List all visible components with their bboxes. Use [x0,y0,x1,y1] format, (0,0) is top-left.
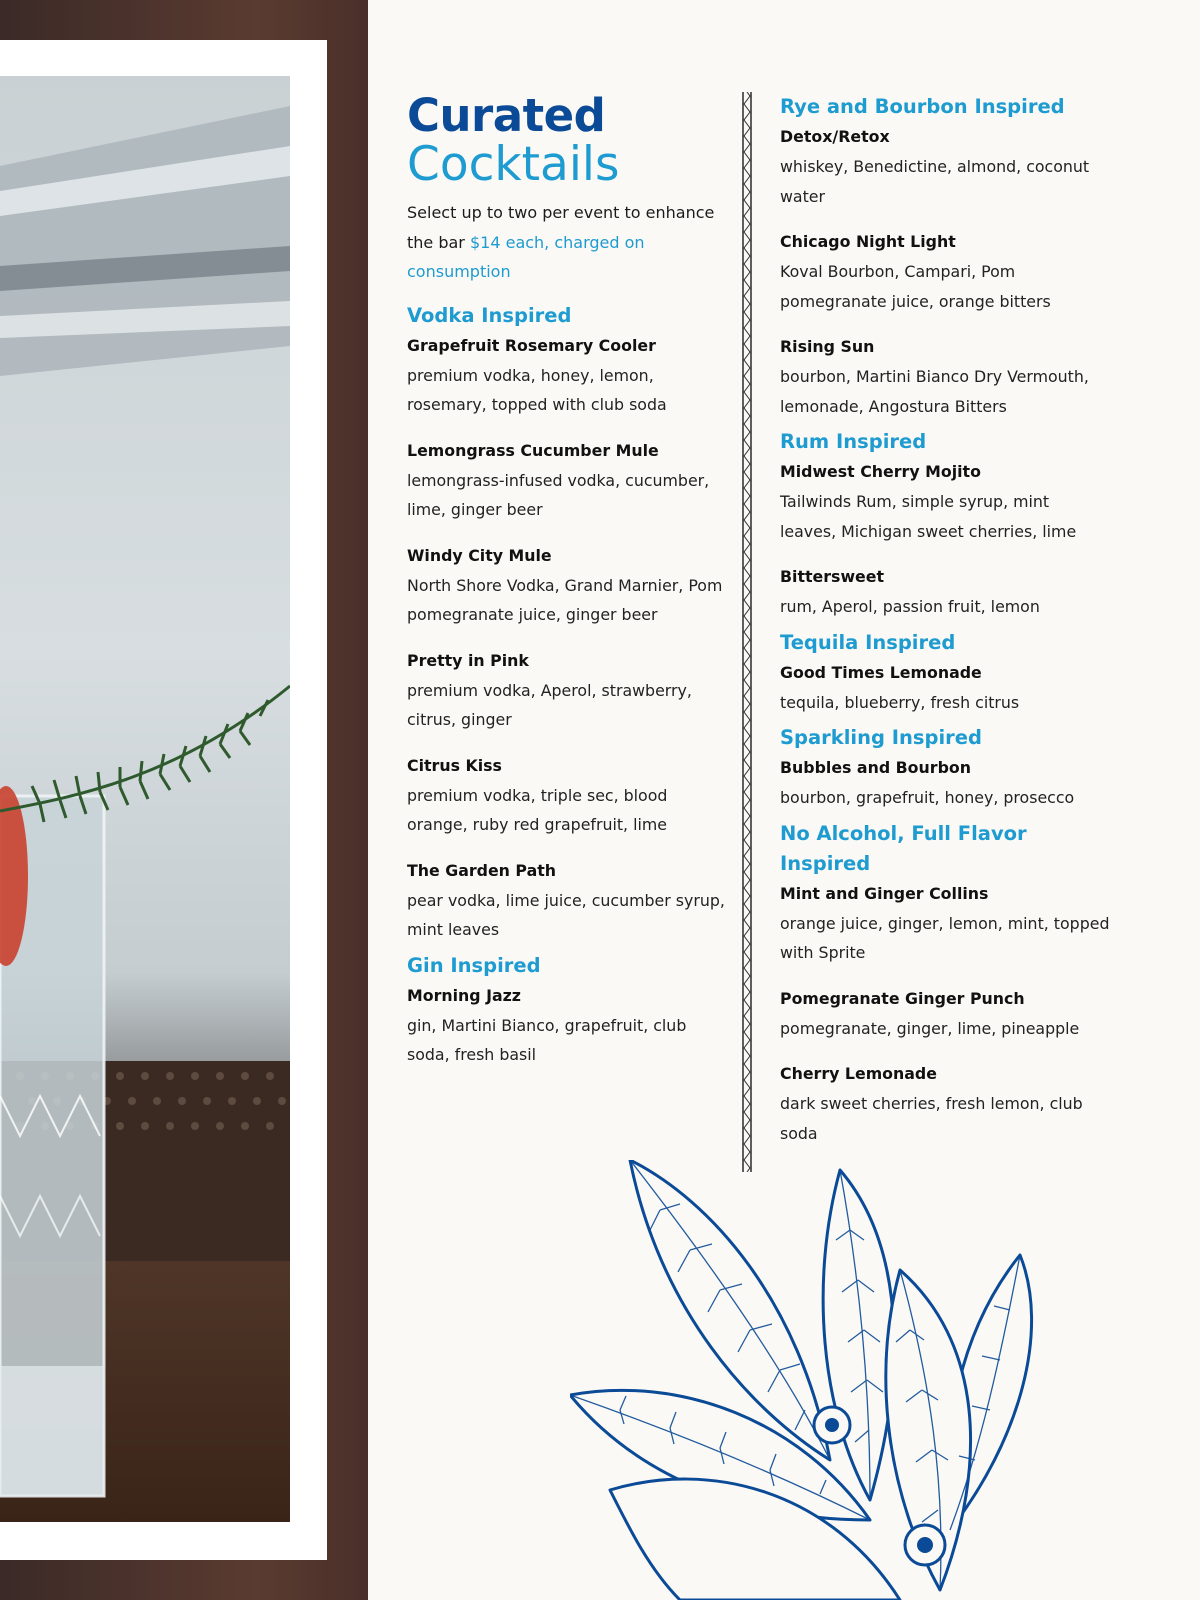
cocktail-name: Lemongrass Cucumber Mule [407,440,659,460]
cocktail-illustration [0,76,290,1522]
section-gin [407,951,727,1070]
cocktail-description: lemongrass-infused vodka, cucumber, lime, ginger beer [407,470,710,519]
cocktail-item [407,331,727,420]
cocktail-item [780,122,1110,211]
cocktail-name: Pretty in Pink [407,650,529,670]
cocktail-photo-scene [0,76,290,1522]
cocktail-item [407,856,727,945]
cocktail-item [780,658,1110,718]
cocktail-item [407,541,727,630]
cocktail-name: Bittersweet [780,567,885,586]
section-no-alcohol [780,819,1110,1149]
botanical-leaves-illustration [570,1160,1100,1600]
menu-left-column [407,89,727,1076]
page-title-line1: Curated [407,89,606,142]
page-title-line2: Cocktails [407,137,620,192]
cocktail-description: rum, Aperol, passion fruit, lemon [780,597,1040,616]
cocktail-name: Cherry Lemonade [780,1064,937,1083]
cocktail-name: Rising Sun [780,337,875,356]
cocktail-description: orange juice, ginger, lemon, mint, topped with Sprite [780,913,1110,962]
section-rum [780,427,1110,622]
intro-plain: Select up to two per event to enhance the bar [407,203,715,252]
cocktail-name: Windy City Mule [407,545,552,565]
section-heading: Vodka Inspired [407,303,572,327]
cocktail-item [780,562,1110,622]
section-heading: Rum Inspired [780,430,927,453]
cocktail-item [780,753,1110,813]
cocktail-name: Morning Jazz [407,985,522,1005]
cocktail-item [780,879,1110,968]
cocktail-item [780,457,1110,546]
cocktail-name: Pomegranate Ginger Punch [780,988,1025,1008]
cocktail-description: dark sweet cherries, fresh lemon, club soda [780,1094,1083,1143]
cocktail-description: Tailwinds Rum, simple syrup, mint leaves, Michigan sweet cherries, lime [780,492,1077,541]
cocktail-item [407,981,727,1070]
cocktail-description: pomegranate, ginger, lime, pineapple [780,1018,1080,1038]
cocktail-item [780,1059,1110,1148]
cocktail-description: gin, Martini Bianco, grapefruit, club soda, fresh basil [407,1015,687,1064]
price-note: $14 each, charged on consumption [407,232,645,281]
cocktail-item [407,436,727,525]
section-vodka [407,301,727,945]
cocktail-item [780,227,1110,316]
section-heading: Rye and Bourbon Inspired [780,95,1065,118]
cocktail-photo [0,0,368,1600]
cocktail-description: pear vodka, lime juice, cucumber syrup, mint leaves [407,890,725,939]
cocktail-description: North Shore Vodka, Grand Marnier, Pom pomegranate juice, ginger beer [407,575,723,624]
section-heading: Sparkling Inspired [780,726,982,749]
cocktail-name: The Garden Path [407,860,557,880]
cocktail-description: tequila, blueberry, fresh citrus [780,692,1020,712]
section-rye-bourbon [780,92,1110,421]
cocktail-name: Chicago Night Light [780,232,956,251]
cocktail-name: Detox/Retox [780,127,890,146]
cocktail-item [780,332,1110,421]
cocktail-description: premium vodka, Aperol, strawberry, citrus, ginger [407,680,692,729]
section-sparkling [780,723,1110,813]
cocktail-description: Koval Bourbon, Campari, Pom pomegranate juice, orange bitters [780,262,1051,311]
ornamental-divider [741,92,753,1172]
cocktail-name: Mint and Ginger Collins [780,883,989,903]
menu-right-column [780,92,1110,1154]
cocktail-name: Citrus Kiss [407,755,502,775]
cocktail-description: bourbon, grapefruit, honey, prosecco [780,788,1075,807]
cocktail-name: Grapefruit Rosemary Cooler [407,335,656,355]
section-heading: No Alcohol, Full Flavor Inspired [780,821,1027,875]
cocktail-item [780,984,1110,1044]
cocktail-name: Good Times Lemonade [780,662,982,682]
section-heading: Gin Inspired [407,953,541,977]
cocktail-description: premium vodka, honey, lemon, rosemary, topped with club soda [407,365,667,414]
intro-text [407,198,727,287]
cocktail-name: Bubbles and Bourbon [780,758,971,777]
cocktail-item [407,646,727,735]
cocktail-description: bourbon, Martini Bianco Dry Vermouth, lemonade, Angostura Bitters [780,367,1089,416]
section-tequila [780,628,1110,718]
section-heading: Tequila Inspired [780,630,956,654]
cocktail-item [407,751,727,840]
cocktail-name: Midwest Cherry Mojito [780,462,981,481]
cocktail-description: premium vodka, triple sec, blood orange, ruby red grapefruit, lime [407,785,668,834]
cocktail-description: whiskey, Benedictine, almond, coconut water [780,157,1090,206]
